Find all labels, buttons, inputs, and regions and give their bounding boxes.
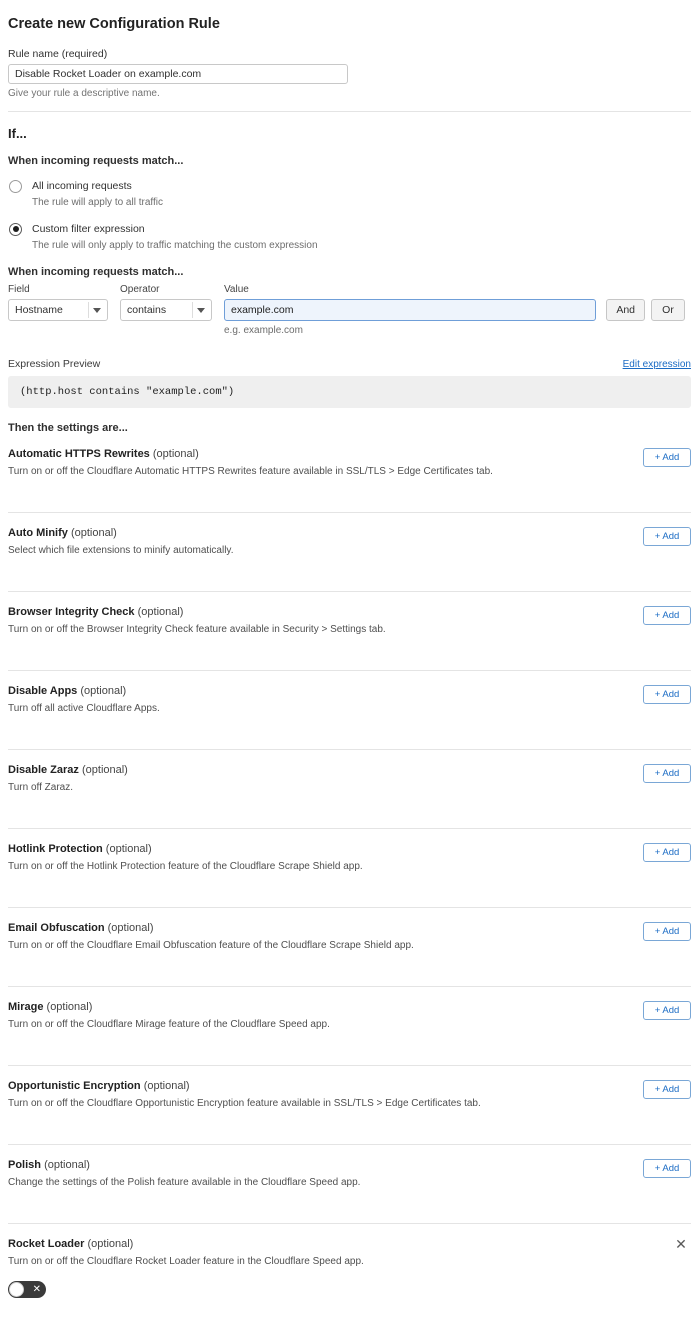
setting-title bbox=[8, 843, 691, 855]
filter-operator-label: Operator bbox=[120, 284, 160, 296]
setting-row-disable-apps bbox=[8, 671, 691, 750]
add-button[interactable]: + Add bbox=[643, 606, 691, 625]
radio-icon-custom-filter[interactable] bbox=[9, 223, 22, 236]
setting-row-automatic-https-rewrites bbox=[8, 434, 691, 513]
setting-optional-text: (optional) bbox=[107, 922, 154, 935]
rule-name-label: Rule name (required) bbox=[8, 48, 108, 60]
expression-preview-label: Expression Preview bbox=[8, 358, 101, 371]
setting-optional-text: (optional) bbox=[80, 685, 127, 698]
setting-optional-text: (optional) bbox=[152, 448, 199, 461]
radio-option-all-requests[interactable] bbox=[8, 179, 691, 210]
setting-optional-text: (optional) bbox=[70, 527, 117, 540]
radio-label-all-requests: All incoming requests bbox=[32, 180, 132, 192]
setting-description: Turn on or off the Cloudflare Opportunistic Encryption feature available in SSL/TLS > Edge Certificates tab. bbox=[8, 1098, 481, 1110]
add-button[interactable]: + Add bbox=[643, 922, 691, 941]
setting-row-opportunistic-encryption bbox=[8, 1066, 691, 1145]
setting-title bbox=[8, 606, 691, 618]
add-button[interactable]: + Add bbox=[643, 527, 691, 546]
setting-title-text: Mirage bbox=[8, 1001, 44, 1014]
filter-operator-select[interactable] bbox=[120, 299, 212, 321]
filter-field-value: Hostname bbox=[15, 304, 63, 317]
if-section-subheading: When incoming requests match... bbox=[8, 155, 184, 167]
then-section-heading: Then the settings are... bbox=[8, 422, 128, 435]
filter-heading: When incoming requests match... bbox=[8, 266, 184, 279]
rocket-loader-toggle[interactable] bbox=[8, 1281, 46, 1298]
filter-value-hint: e.g. example.com bbox=[224, 325, 303, 337]
filter-field-column bbox=[8, 284, 108, 321]
setting-row-mirage bbox=[8, 987, 691, 1066]
expression-preview-box: (http.host contains "example.com") bbox=[8, 376, 691, 408]
setting-row-polish bbox=[8, 1145, 691, 1224]
setting-title bbox=[8, 448, 691, 460]
setting-title-text: Polish bbox=[8, 1159, 42, 1172]
setting-description: Turn on or off the Cloudflare Mirage feature of the Cloudflare Speed app. bbox=[8, 1019, 330, 1031]
if-section-heading: If... bbox=[8, 126, 27, 141]
add-button[interactable]: + Add bbox=[643, 685, 691, 704]
setting-title bbox=[8, 1159, 691, 1171]
setting-description: Change the settings of the Polish feature available in the Cloudflare Speed app. bbox=[8, 1177, 361, 1189]
setting-description: Turn on or off the Cloudflare Email Obfuscation feature of the Cloudflare Scrape Shield app. bbox=[8, 940, 414, 952]
radio-option-custom-filter[interactable] bbox=[8, 222, 691, 253]
add-button[interactable]: + Add bbox=[643, 764, 691, 783]
setting-optional-text: (optional) bbox=[46, 1001, 93, 1014]
setting-row-browser-integrity-check bbox=[8, 592, 691, 671]
filter-field-select[interactable] bbox=[8, 299, 108, 321]
filter-operator-column bbox=[120, 284, 212, 321]
setting-title-text: Opportunistic Encryption bbox=[8, 1080, 141, 1093]
add-button[interactable]: + Add bbox=[643, 843, 691, 862]
filter-field-label: Field bbox=[8, 284, 30, 296]
setting-title bbox=[8, 1238, 691, 1250]
edit-expression-link[interactable]: Edit expression bbox=[622, 359, 691, 371]
page-title: Create new Configuration Rule bbox=[8, 16, 220, 32]
setting-title-text: Automatic HTTPS Rewrites bbox=[8, 448, 150, 461]
setting-title-text: Disable Apps bbox=[8, 685, 78, 698]
configuration-rule-page bbox=[0, 8, 699, 1317]
setting-row-auto-minify bbox=[8, 513, 691, 592]
setting-description: Turn off all active Cloudflare Apps. bbox=[8, 703, 160, 715]
add-button[interactable]: + Add bbox=[643, 448, 691, 467]
setting-optional-text: (optional) bbox=[137, 606, 184, 619]
setting-title bbox=[8, 1080, 691, 1092]
radio-label-custom-filter: Custom filter expression bbox=[32, 222, 145, 235]
setting-row-hotlink-protection bbox=[8, 829, 691, 908]
setting-title-text: Hotlink Protection bbox=[8, 843, 103, 856]
setting-row-rocket-loader bbox=[8, 1224, 691, 1317]
setting-title bbox=[8, 527, 691, 539]
setting-optional-text: (optional) bbox=[81, 764, 128, 777]
radio-icon-all-requests[interactable] bbox=[9, 180, 22, 193]
and-button[interactable]: And bbox=[606, 299, 645, 321]
radio-desc-custom-filter: The rule will only apply to traffic matching the custom expression bbox=[32, 239, 318, 251]
setting-optional-text: (optional) bbox=[143, 1080, 190, 1093]
setting-row-email-obfuscation bbox=[8, 908, 691, 987]
setting-title bbox=[8, 685, 691, 697]
setting-title-text: Auto Minify bbox=[8, 527, 68, 540]
setting-description: Turn on or off the Browser Integrity Check feature available in Security > Settings tab. bbox=[8, 624, 386, 636]
setting-description: Select which file extensions to minify automatically. bbox=[8, 545, 234, 557]
filter-logic-buttons bbox=[606, 284, 691, 321]
add-button[interactable]: + Add bbox=[643, 1001, 691, 1020]
setting-description: Turn on or off the Hotlink Protection feature of the Cloudflare Scrape Shield app. bbox=[8, 861, 363, 873]
radio-desc-all-requests: The rule will apply to all traffic bbox=[32, 197, 163, 209]
close-icon[interactable]: ✕ bbox=[673, 1236, 689, 1252]
filter-value-label: Value bbox=[224, 284, 249, 296]
setting-title bbox=[8, 922, 691, 934]
setting-optional-text: (optional) bbox=[105, 843, 152, 856]
filter-row bbox=[8, 284, 691, 336]
add-button[interactable]: + Add bbox=[643, 1159, 691, 1178]
add-button[interactable]: + Add bbox=[643, 1080, 691, 1099]
filter-value-input[interactable] bbox=[224, 299, 596, 321]
setting-description: Turn on or off the Cloudflare Automatic HTTPS Rewrites feature available in SSL/TLS > Edge Certificates tab. bbox=[8, 466, 493, 478]
rule-name-help: Give your rule a descriptive name. bbox=[8, 88, 160, 99]
setting-description: Turn off Zaraz. bbox=[8, 782, 74, 794]
setting-title bbox=[8, 764, 691, 776]
setting-title-text: Email Obfuscation bbox=[8, 922, 105, 935]
setting-title bbox=[8, 1001, 691, 1013]
setting-description: Turn on or off the Cloudflare Rocket Loader feature in the Cloudflare Speed app. bbox=[8, 1256, 364, 1268]
setting-title-text: Browser Integrity Check bbox=[8, 606, 135, 619]
filter-value-column bbox=[224, 284, 596, 336]
setting-row-disable-zaraz bbox=[8, 750, 691, 829]
divider bbox=[8, 111, 691, 112]
select-divider bbox=[88, 302, 89, 318]
setting-optional-text: (optional) bbox=[44, 1159, 90, 1172]
toggle-off-icon: ✕ bbox=[32, 1284, 41, 1296]
chevron-down-icon bbox=[197, 308, 205, 313]
select-divider bbox=[192, 302, 193, 318]
setting-title-text: Rocket Loader bbox=[8, 1238, 85, 1251]
setting-title-text: Disable Zaraz bbox=[8, 764, 79, 777]
filter-operator-value: contains bbox=[127, 304, 167, 317]
setting-optional-text: (optional) bbox=[87, 1238, 134, 1251]
toggle-knob bbox=[9, 1282, 24, 1297]
chevron-down-icon bbox=[93, 308, 101, 313]
or-button[interactable]: Or bbox=[651, 299, 685, 321]
expression-preview-header bbox=[8, 358, 691, 370]
rule-name-input[interactable] bbox=[8, 64, 348, 84]
